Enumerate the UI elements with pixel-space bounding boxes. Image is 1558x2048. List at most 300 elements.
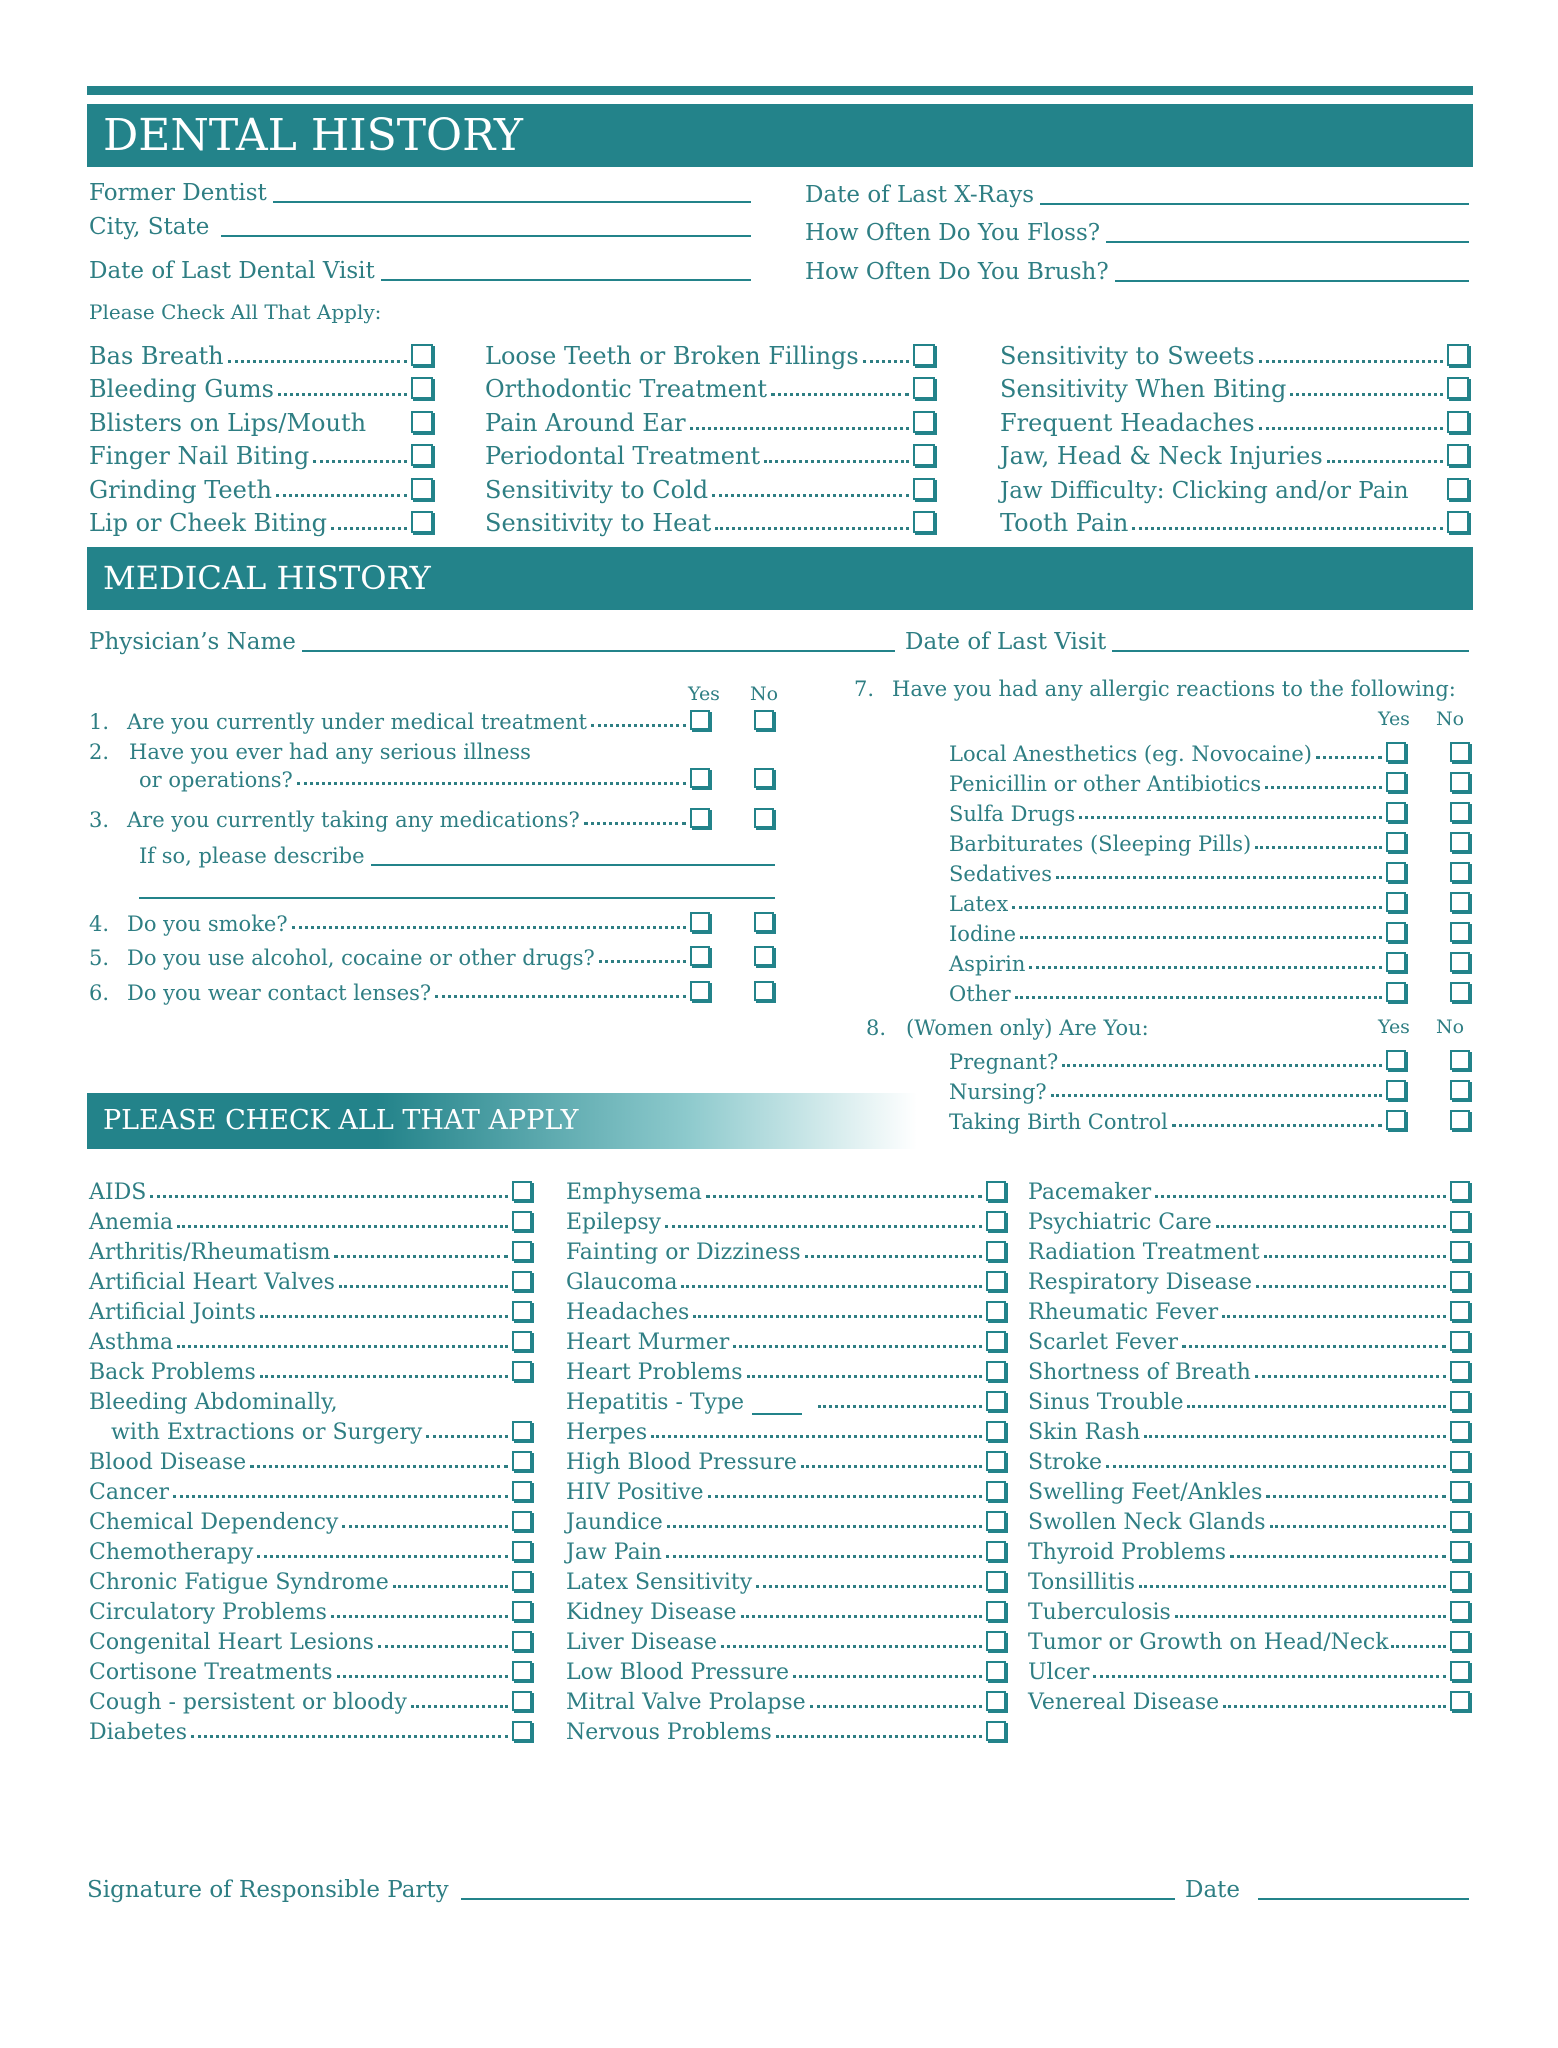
condition-item [89, 1385, 532, 1415]
no-checkbox[interactable] [754, 710, 774, 730]
date-field[interactable] [1185, 1875, 1469, 1905]
condition-item[interactable] [89, 1175, 532, 1205]
checkbox[interactable] [1450, 1571, 1470, 1591]
condition-item[interactable] [89, 1415, 532, 1445]
condition-item[interactable] [89, 1445, 532, 1475]
yes-checkbox[interactable] [1386, 832, 1406, 852]
condition-label: with Extractions or Surgery [111, 1420, 423, 1445]
condition-label: Rheumatic Fever [1028, 1300, 1219, 1325]
condition-item[interactable] [89, 1565, 532, 1595]
dental-item[interactable] [1000, 437, 1469, 471]
women-item[interactable] [949, 1074, 1470, 1104]
condition-item[interactable] [566, 1325, 1006, 1355]
condition-item[interactable] [1028, 1175, 1470, 1205]
condition-item[interactable] [566, 1625, 1006, 1655]
checkbox[interactable] [1450, 1241, 1470, 1261]
checkbox[interactable] [512, 1631, 532, 1651]
checkbox[interactable] [913, 411, 935, 433]
condition-item[interactable] [1028, 1505, 1470, 1535]
checkbox[interactable] [1447, 478, 1469, 500]
checkbox[interactable] [1450, 1421, 1470, 1441]
yes-checkbox[interactable] [1386, 952, 1406, 972]
yes-checkbox[interactable] [690, 710, 710, 730]
yes-checkbox[interactable] [1386, 772, 1406, 792]
dental-item[interactable] [89, 370, 433, 404]
signature-line[interactable] [461, 1898, 1175, 1900]
yes-checkbox[interactable] [690, 808, 710, 828]
checkbox[interactable] [512, 1691, 532, 1711]
condition-item[interactable] [1028, 1265, 1470, 1295]
no-checkbox[interactable] [754, 912, 774, 932]
condition-item[interactable] [566, 1235, 1006, 1265]
condition-item[interactable] [89, 1265, 532, 1295]
checkbox[interactable] [411, 377, 433, 399]
checkbox[interactable] [411, 411, 433, 433]
question-3 [89, 808, 774, 832]
checkbox[interactable] [512, 1211, 532, 1231]
checkbox[interactable] [986, 1301, 1006, 1321]
condition-item[interactable] [89, 1535, 532, 1565]
checkbox[interactable] [986, 1331, 1006, 1351]
women-item[interactable] [949, 1044, 1470, 1074]
medical-history-header: MEDICAL HISTORY [87, 547, 1473, 610]
condition-label: Glaucoma [566, 1270, 678, 1295]
dental-item-label: Sensitivity to Cold [485, 475, 709, 504]
question-2 [89, 740, 774, 764]
yes-checkbox[interactable] [690, 981, 710, 1001]
yes-checkbox[interactable] [1386, 862, 1406, 882]
condition-item[interactable] [566, 1295, 1006, 1325]
condition-item[interactable] [89, 1655, 532, 1685]
checkbox[interactable] [986, 1241, 1006, 1261]
checkbox[interactable] [986, 1571, 1006, 1591]
condition-label: HIV Positive [566, 1480, 704, 1505]
dental-item[interactable] [89, 336, 433, 370]
condition-item[interactable] [1028, 1475, 1470, 1505]
no-checkbox[interactable] [754, 768, 774, 788]
condition-item[interactable] [566, 1505, 1006, 1535]
condition-item[interactable] [566, 1175, 1006, 1205]
condition-label: Tonsillitis [1028, 1570, 1135, 1595]
dental-item-label: Bleeding Gums [89, 375, 274, 403]
yes-label: Yes [688, 683, 720, 705]
checkbox[interactable] [512, 1361, 532, 1381]
checkbox[interactable] [1450, 1631, 1470, 1651]
no-checkbox[interactable] [1450, 922, 1470, 942]
dental-item-label: Lip or Cheek Biting [89, 509, 328, 537]
dental-item[interactable] [1000, 336, 1469, 370]
no-checkbox[interactable] [1450, 982, 1470, 1002]
condition-item[interactable] [566, 1655, 1006, 1685]
condition-label: Thyroid Problems [1028, 1540, 1226, 1565]
condition-item[interactable] [89, 1475, 532, 1505]
condition-item[interactable] [89, 1685, 532, 1715]
condition-label: Scarlet Fever [1028, 1330, 1178, 1355]
checkbox[interactable] [986, 1181, 1006, 1201]
condition-item[interactable] [89, 1625, 532, 1655]
condition-label: Tumor or Growth on Head/Neck [1028, 1630, 1389, 1655]
condition-label: Cortisone Treatments [89, 1660, 333, 1685]
checkbox[interactable] [986, 1691, 1006, 1711]
condition-label: Respiratory Disease [1028, 1270, 1253, 1295]
checkbox[interactable] [986, 1421, 1006, 1441]
condition-item[interactable] [1028, 1235, 1470, 1265]
checkbox[interactable] [512, 1571, 532, 1591]
former-dentist-label: Former Dentist [89, 180, 267, 206]
condition-label: Arthritis/Rheumatism [89, 1240, 331, 1265]
condition-label: Fainting or Dizziness [566, 1240, 801, 1265]
checkbox[interactable] [1450, 1301, 1470, 1321]
checkbox[interactable] [913, 344, 935, 366]
condition-item[interactable] [566, 1715, 1006, 1745]
yes-checkbox[interactable] [1386, 1050, 1406, 1070]
dental-item[interactable] [485, 403, 935, 437]
checkbox[interactable] [512, 1661, 532, 1681]
condition-item[interactable] [1028, 1445, 1470, 1475]
allergy-item[interactable] [949, 976, 1470, 1006]
checkbox[interactable] [986, 1211, 1006, 1231]
question-2-cont [89, 768, 774, 792]
no-checkbox[interactable] [1450, 832, 1470, 852]
checkbox[interactable] [913, 444, 935, 466]
checkbox[interactable] [1450, 1511, 1470, 1531]
physician-name-line[interactable] [302, 650, 895, 652]
no-checkbox[interactable] [754, 808, 774, 828]
checkbox[interactable] [986, 1631, 1006, 1651]
last-xrays-field[interactable] [805, 180, 1469, 210]
checkbox[interactable] [512, 1541, 532, 1561]
condition-item[interactable] [89, 1295, 532, 1325]
checkbox[interactable] [913, 478, 935, 500]
condition-item[interactable] [1028, 1325, 1470, 1355]
checkbox[interactable] [913, 511, 935, 533]
condition-label: Swollen Neck Glands [1028, 1510, 1266, 1535]
no-checkbox[interactable] [1450, 772, 1470, 792]
allergy-label: Sulfa Drugs [949, 802, 1076, 826]
dental-item[interactable] [485, 504, 935, 538]
checkbox[interactable] [1450, 1481, 1470, 1501]
physician-name-label: Physician’s Name [89, 629, 296, 655]
condition-item[interactable] [566, 1475, 1006, 1505]
last-dental-visit-label: Date of Last Dental Visit [89, 258, 375, 284]
condition-item[interactable] [1028, 1295, 1470, 1325]
floss-field[interactable] [805, 218, 1469, 248]
condition-item[interactable] [1028, 1565, 1470, 1595]
checkbox[interactable] [1447, 344, 1469, 366]
checkbox[interactable] [986, 1721, 1006, 1741]
checkbox[interactable] [986, 1391, 1006, 1411]
condition-item[interactable] [566, 1355, 1006, 1385]
brush-line[interactable] [1115, 280, 1469, 282]
checkbox[interactable] [512, 1451, 532, 1471]
checkbox[interactable] [411, 511, 433, 533]
medication-describe-field[interactable] [139, 841, 775, 871]
checkbox[interactable] [1450, 1451, 1470, 1471]
dental-item[interactable] [485, 437, 935, 471]
condition-item[interactable] [89, 1205, 532, 1235]
question-text: Are you currently under medical treatment [127, 710, 588, 734]
dental-item-label: Pain Around Ear [485, 408, 686, 437]
city-state-field[interactable] [89, 212, 751, 242]
yes-checkbox[interactable] [1386, 742, 1406, 762]
floss-label: How Often Do You Floss? [805, 220, 1101, 246]
condition-item[interactable] [1028, 1415, 1470, 1445]
floss-line[interactable] [1106, 241, 1469, 243]
checkbox[interactable] [913, 377, 935, 399]
checkbox[interactable] [986, 1481, 1006, 1501]
city-state-line[interactable] [221, 235, 751, 237]
checkbox[interactable] [411, 444, 433, 466]
condition-item[interactable] [89, 1595, 532, 1625]
yes-checkbox[interactable] [1386, 1080, 1406, 1100]
allergy-label: Other [949, 982, 1011, 1006]
no-checkbox[interactable] [1450, 1050, 1470, 1070]
dental-item[interactable] [485, 370, 935, 404]
condition-label: Shortness of Breath [1028, 1360, 1251, 1385]
condition-item[interactable] [566, 1385, 1006, 1415]
no-checkbox[interactable] [1450, 1080, 1470, 1100]
dental-item-label: Orthodontic Treatment [485, 375, 768, 403]
condition-label: Bleeding Abdominally, [89, 1390, 338, 1415]
checkbox[interactable] [411, 478, 433, 500]
checkbox[interactable] [1447, 444, 1469, 466]
condition-label: Sinus Trouble [1028, 1390, 1184, 1415]
women-item[interactable] [949, 1104, 1470, 1134]
checkbox[interactable] [986, 1451, 1006, 1471]
dental-item-label: Grinding Teeth [89, 475, 272, 504]
condition-label: Cancer [89, 1480, 169, 1505]
condition-item[interactable] [89, 1715, 532, 1745]
conditions-col2 [566, 1175, 1006, 1745]
checkbox[interactable] [986, 1271, 1006, 1291]
condition-label: Pacemaker [1028, 1180, 1152, 1205]
dental-item-label: Bas Breath [89, 341, 224, 370]
allergy-item[interactable] [949, 856, 1470, 886]
dental-item-label: Sensitivity When Biting [1000, 375, 1287, 403]
allergy-item[interactable] [949, 796, 1470, 826]
checkbox[interactable] [512, 1421, 532, 1441]
last-dental-visit-line[interactable] [381, 279, 751, 281]
last-visit-line[interactable] [1112, 650, 1469, 652]
question-number: 4. [89, 912, 110, 936]
date-line[interactable] [1258, 1898, 1469, 1900]
medication-describe-line-2[interactable] [139, 897, 775, 899]
condition-label: Circulatory Problems [89, 1600, 327, 1625]
checkbox[interactable] [1450, 1601, 1470, 1621]
signature-field[interactable] [87, 1875, 1175, 1905]
dental-item-label: Finger Nail Biting [89, 442, 310, 470]
dental-item-label: Sensitivity to Sweets [1000, 341, 1255, 370]
no-checkbox[interactable] [754, 946, 774, 966]
question-text: Do you smoke? [127, 912, 288, 936]
yes-checkbox[interactable] [1386, 1110, 1406, 1130]
no-checkbox[interactable] [1450, 952, 1470, 972]
yes-checkbox[interactable] [1386, 802, 1406, 822]
last-visit-field[interactable] [905, 627, 1469, 657]
question-text: Have you had any allergic reactions to the following: [892, 677, 1456, 701]
condition-item[interactable] [1028, 1355, 1470, 1385]
allergy-item[interactable] [949, 916, 1470, 946]
condition-item[interactable] [1028, 1385, 1470, 1415]
checkbox[interactable] [512, 1241, 532, 1261]
checkbox[interactable] [1450, 1271, 1470, 1291]
checkbox[interactable] [986, 1361, 1006, 1381]
condition-label: Emphysema [566, 1180, 702, 1205]
checkbox[interactable] [1450, 1541, 1470, 1561]
dental-item[interactable] [1000, 403, 1469, 437]
checkbox[interactable] [512, 1481, 532, 1501]
yes-label: Yes [1378, 1016, 1410, 1038]
no-checkbox[interactable] [1450, 1110, 1470, 1130]
condition-item[interactable] [89, 1355, 532, 1385]
no-checkbox[interactable] [1450, 862, 1470, 882]
condition-item[interactable] [89, 1325, 532, 1355]
allergy-label: Latex [949, 892, 1009, 916]
condition-label: Jaw Pain [566, 1540, 662, 1565]
condition-label: Kidney Disease [566, 1600, 737, 1625]
dental-item[interactable] [485, 470, 935, 504]
checkbox[interactable] [512, 1271, 532, 1291]
no-label: No [1435, 1016, 1465, 1038]
no-label: No [1435, 708, 1465, 730]
last-dental-visit-field[interactable] [89, 256, 751, 286]
condition-item[interactable] [566, 1595, 1006, 1625]
condition-item[interactable] [1028, 1625, 1470, 1655]
condition-label: High Blood Pressure [566, 1450, 797, 1475]
condition-item[interactable] [1028, 1205, 1470, 1235]
checkbox[interactable] [512, 1721, 532, 1741]
condition-label: Low Blood Pressure [566, 1660, 790, 1685]
checkbox[interactable] [1450, 1361, 1470, 1381]
allergy-item[interactable] [949, 826, 1470, 856]
dental-item[interactable] [89, 437, 433, 471]
no-checkbox[interactable] [1450, 892, 1470, 912]
checkbox[interactable] [512, 1511, 532, 1531]
women-label: Taking Birth Control [949, 1110, 1168, 1134]
condition-item[interactable] [1028, 1535, 1470, 1565]
last-xrays-line[interactable] [1040, 203, 1469, 205]
condition-label: Tuberculosis [1028, 1600, 1171, 1625]
condition-label: Ulcer [1028, 1660, 1090, 1685]
condition-label: Artificial Heart Valves [89, 1270, 335, 1295]
checkbox[interactable] [1450, 1391, 1470, 1411]
checkbox[interactable] [1450, 1331, 1470, 1351]
dental-item[interactable] [1000, 370, 1469, 404]
women-list [949, 1044, 1470, 1134]
dental-checklist-col2 [485, 336, 935, 537]
condition-label: Mitral Valve Prolapse [566, 1690, 806, 1715]
checkbox[interactable] [512, 1601, 532, 1621]
dental-item[interactable] [1000, 470, 1469, 504]
condition-item[interactable] [566, 1205, 1006, 1235]
checkbox[interactable] [1447, 411, 1469, 433]
condition-item[interactable] [566, 1565, 1006, 1595]
condition-item[interactable] [1028, 1685, 1470, 1715]
no-checkbox[interactable] [1450, 742, 1470, 762]
dental-item[interactable] [89, 403, 433, 437]
condition-item[interactable] [566, 1415, 1006, 1445]
question-1 [89, 710, 774, 734]
dental-item[interactable] [89, 470, 433, 504]
dental-item-label: Periodontal Treatment [485, 442, 761, 470]
dental-item[interactable] [89, 504, 433, 538]
yes-checkbox[interactable] [1386, 982, 1406, 1002]
no-checkbox[interactable] [1450, 802, 1470, 822]
condition-label: Chemical Dependency [89, 1510, 339, 1535]
dental-checklist-col1 [89, 336, 433, 537]
medication-describe-line[interactable] [371, 864, 775, 866]
checkbox[interactable] [986, 1541, 1006, 1561]
condition-item[interactable] [1028, 1595, 1470, 1625]
dental-item[interactable] [485, 336, 935, 370]
condition-item[interactable] [89, 1505, 532, 1535]
condition-label: Liver Disease [566, 1630, 718, 1655]
yes-checkbox[interactable] [690, 912, 710, 932]
dental-item-label: Tooth Pain [1000, 509, 1129, 537]
condition-label: Anemia [89, 1210, 174, 1235]
condition-item[interactable] [566, 1535, 1006, 1565]
former-dentist-line[interactable] [273, 201, 751, 203]
dental-item-label: Blisters on Lips/Mouth [89, 408, 367, 437]
condition-item[interactable] [1028, 1655, 1470, 1685]
condition-item[interactable] [566, 1685, 1006, 1715]
dental-history-header: DENTAL HISTORY [87, 104, 1473, 167]
allergy-label: Iodine [949, 922, 1017, 946]
dental-item-label: Jaw Difficulty: Clicking and/or Pain [1000, 477, 1409, 504]
question-7 [854, 677, 1474, 701]
question-text: Are you currently taking any medications? [127, 808, 580, 832]
checkbox[interactable] [1447, 511, 1469, 533]
allergy-label: Sedatives [949, 862, 1053, 886]
question-8 [866, 1016, 1336, 1040]
yes-checkbox[interactable] [1386, 892, 1406, 912]
former-dentist-field[interactable] [89, 178, 751, 208]
condition-item[interactable] [566, 1265, 1006, 1295]
yes-checkbox[interactable] [690, 946, 710, 966]
checkbox[interactable] [1450, 1181, 1470, 1201]
brush-field[interactable] [805, 257, 1469, 287]
allergy-item[interactable] [949, 736, 1470, 766]
condition-label: Psychiatric Care [1028, 1210, 1212, 1235]
condition-item[interactable] [89, 1235, 532, 1265]
checkbox[interactable] [986, 1511, 1006, 1531]
checkbox[interactable] [512, 1331, 532, 1351]
physician-name-field[interactable] [89, 627, 895, 657]
checkbox[interactable] [1450, 1661, 1470, 1681]
checkbox[interactable] [1447, 377, 1469, 399]
yes-checkbox[interactable] [690, 768, 710, 788]
allergy-item[interactable] [949, 766, 1470, 796]
checkbox[interactable] [512, 1181, 532, 1201]
checkbox[interactable] [512, 1301, 532, 1321]
condition-label: Hepatitis - Type [566, 1390, 745, 1415]
allergy-item[interactable] [949, 886, 1470, 916]
checkbox[interactable] [1450, 1691, 1470, 1711]
dental-item[interactable] [1000, 504, 1469, 538]
no-checkbox[interactable] [754, 981, 774, 1001]
checkbox[interactable] [986, 1661, 1006, 1681]
conditions-col1 [89, 1175, 532, 1745]
checkbox[interactable] [411, 344, 433, 366]
condition-item[interactable] [566, 1445, 1006, 1475]
checkbox[interactable] [986, 1601, 1006, 1621]
question-5 [89, 946, 774, 970]
allergy-item[interactable] [949, 946, 1470, 976]
checkbox[interactable] [1450, 1211, 1470, 1231]
condition-label: Skin Rash [1028, 1420, 1141, 1445]
yes-no-header-left [684, 683, 784, 705]
yes-checkbox[interactable] [1386, 922, 1406, 942]
